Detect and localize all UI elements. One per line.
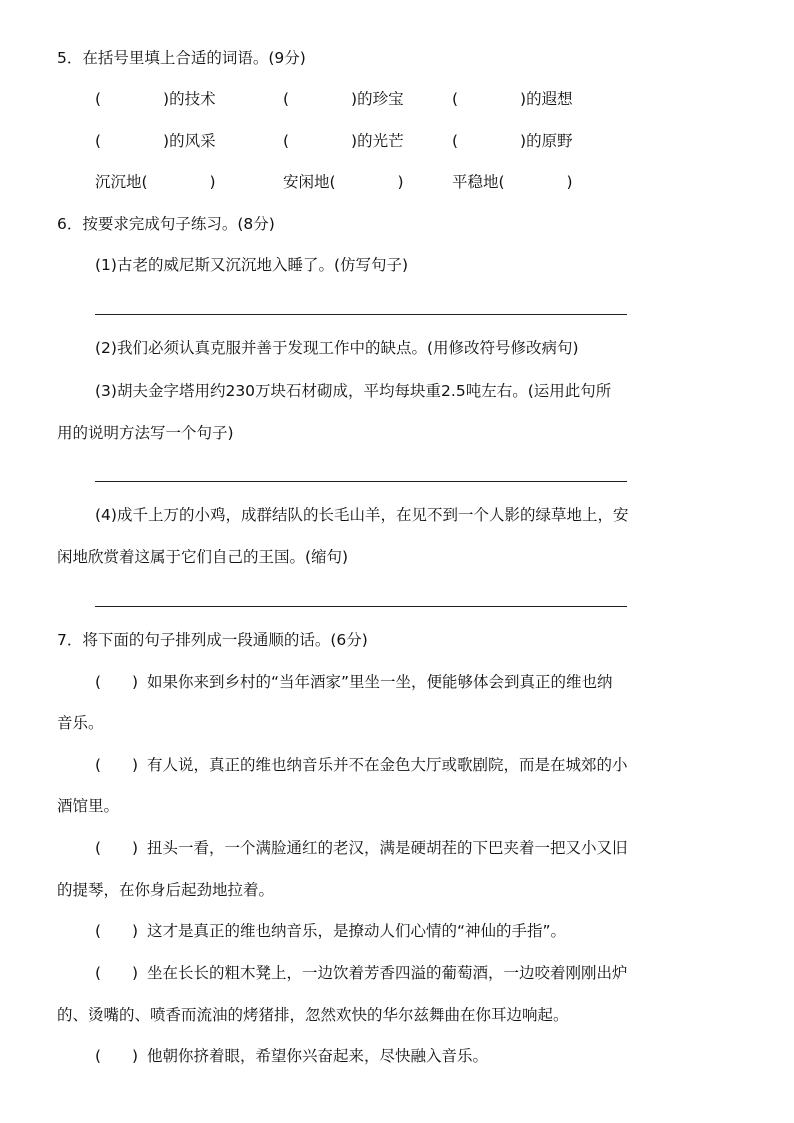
q6-title: 6．按要求完成句子练习。(8分) [57,215,275,233]
q7-item-5-line-2: 的、烫嘴的、喷香而流油的烤猪排，忽然欢快的华尔兹舞曲在你耳边响起。 [57,1006,569,1024]
q7-item-2-line-2: 酒馆里。 [57,797,120,815]
q7-bracket-6: ( ) [95,1047,139,1065]
q5-blank-6: ( )的原野 [452,132,573,150]
q7-bracket-4: ( ) [95,922,139,940]
q7-item-5-line-1: 坐在长长的粗木凳上，一边饮着芳香四溢的葡萄酒，一边咬着刚刚出炉 [147,964,628,982]
answer-line-1 [95,314,627,315]
q5-blank-1: ( )的技术 [95,90,216,108]
q7-item-2-line-1: 有人说，真正的维也纳音乐并不在金色大厅或歌剧院，而是在城郊的小 [147,756,628,774]
q7-bracket-1: ( ) [95,673,139,691]
q7-title: 7．将下面的句子排列成一段通顺的话。(6分) [57,631,368,649]
answer-line-2 [95,481,627,482]
q7-item-1-line-2: 音乐。 [57,714,104,732]
q5-blank-3: ( )的遐想 [452,90,573,108]
q7-item-6-line-1: 他朝你挤着眼，希望你兴奋起来，尽快融入音乐。 [147,1047,489,1065]
q7-bracket-2: ( ) [95,756,139,774]
q7-bracket-5: ( ) [95,964,139,982]
q7-item-1-line-1: 如果你来到乡村的“当年酒家”里坐一坐，便能够体会到真正的维也纳 [147,673,613,691]
q5-blank-4: ( )的风采 [95,132,216,150]
answer-line-3 [95,606,627,607]
q6-sentence-3-line-2: 用的说明方法写一个句子) [57,424,234,442]
q6-sentence-3-line-1: (3)胡夫金字塔用约230万块石材砌成，平均每块重2.5吨左右。(运用此句所 [95,382,612,400]
q6-sentence-4-line-2: 闲地欣赏着这属于它们自己的王国。(缩句) [57,548,349,566]
q6-sentence-1: (1)古老的威尼斯又沉沉地入睡了。(仿写句子) [95,256,409,274]
q5-blank-7: 沉沉地( ) [95,173,216,191]
q6-sentence-4-line-1: (4)成千上万的小鸡，成群结队的长毛山羊，在见不到一个人影的绿草地上，安 [95,506,629,524]
q7-item-4-line-1: 这才是真正的维也纳音乐，是撩动人们心情的“神仙的手指”。 [147,922,567,940]
q5-blank-5: ( )的光芒 [283,132,404,150]
q7-item-3-line-1: 扭头一看，一个满脸通红的老汉，满是硬胡茬的下巴夹着一把又小又旧 [147,839,628,857]
q7-item-3-line-2: 的提琴，在你身后起劲地拉着。 [57,881,275,899]
q5-blank-2: ( )的珍宝 [283,90,404,108]
q6-sentence-2: (2)我们必须认真克服并善于发现工作中的缺点。(用修改符号修改病句) [95,339,579,357]
q5-blank-8: 安闲地( ) [283,173,404,191]
q5-blank-9: 平稳地( ) [452,173,573,191]
q7-bracket-3: ( ) [95,839,139,857]
q5-title: 5．在括号里填上合适的词语。(9分) [57,49,306,67]
